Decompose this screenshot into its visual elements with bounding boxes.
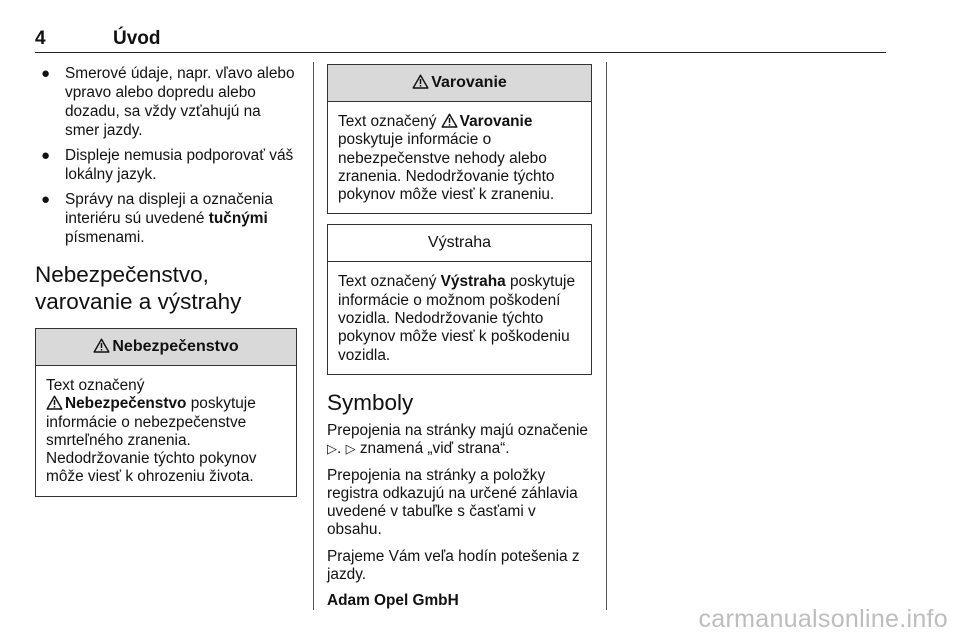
danger-box-header: Nebezpečenstvo: [36, 329, 296, 366]
column-middle: [327, 64, 592, 619]
watermark: carmanualsonline.info: [698, 605, 948, 633]
header-divider: [35, 52, 886, 53]
caution-box: [327, 224, 592, 374]
symbols-paragraph-3: Prajeme Vám veľa hodín potešenia z jazdy.: [327, 547, 580, 584]
page-reference-arrow-icon: ▷: [327, 441, 337, 457]
bullet-list: [35, 64, 297, 247]
symbols-title: Symboly: [327, 389, 414, 415]
column-divider-2: [606, 62, 607, 610]
bullet-dot-icon: ●: [41, 191, 51, 208]
symbols-paragraph-1: Prepojenia na stránky majú označenie ▷. ▷ znamená „viď strana“.: [327, 421, 588, 458]
column-divider-1: [313, 62, 314, 610]
warning-triangle-icon: [46, 395, 63, 410]
column-left: [35, 64, 297, 497]
warning-triangle-icon: [441, 113, 458, 128]
bullet-dot-icon: ●: [41, 65, 51, 82]
chapter-title: Úvod: [113, 28, 161, 49]
warning-box: [327, 64, 592, 214]
danger-box-body: Text označený Nebezpečenstvo poskytuje informácie o nebezpečenstve smrteľného zranenia. Nedodržovanie týchto pokynov môže viesť k ohrozeniu života.: [46, 377, 257, 486]
page-number: 4: [35, 28, 46, 49]
page-reference-arrow-icon: ▷: [345, 441, 356, 457]
danger-box: [35, 328, 297, 497]
list-item: ● Správy na displeji a označenia interiéru sú uvedené tučnými písmenami.: [41, 191, 273, 246]
bullet-dot-icon: ●: [41, 147, 51, 164]
symbols-paragraph-2: Prepojenia na stránky a položky registra odkazujú na určené záhlavia uvedené v tabuľke s časťami v obsahu.: [327, 466, 578, 539]
warning-box-header: Varovanie: [328, 65, 591, 102]
list-item: ● Smerové údaje, napr. vľavo alebo vpravo alebo dopredu alebo dozadu, sa vždy vzťahujú na smer jazdy.: [41, 65, 295, 139]
list-item: ● Displeje nemusia podporovať váš lokálny jazyk.: [41, 147, 294, 183]
page-header: [35, 28, 885, 52]
warning-triangle-icon: [412, 74, 429, 89]
section-title: Nebezpečenstvo, varovanie a výstrahy: [35, 262, 242, 314]
signature: Adam Opel GmbH: [327, 592, 459, 610]
warning-triangle-icon: [93, 338, 110, 353]
warning-box-body: Text označený Varovanie poskytuje informácie o nebezpečenstve nehody alebo zranenia. Nedodržovanie týchto pokynov môže viesť k zraneniu.: [338, 113, 555, 204]
caution-box-header: Výstraha: [328, 225, 591, 262]
caution-box-body: Text označený Výstraha poskytuje informácie o možnom poškodení vozidla. Nedodržovanie týchto pokynov môže viesť k poškodeniu vozidla.: [338, 273, 575, 364]
